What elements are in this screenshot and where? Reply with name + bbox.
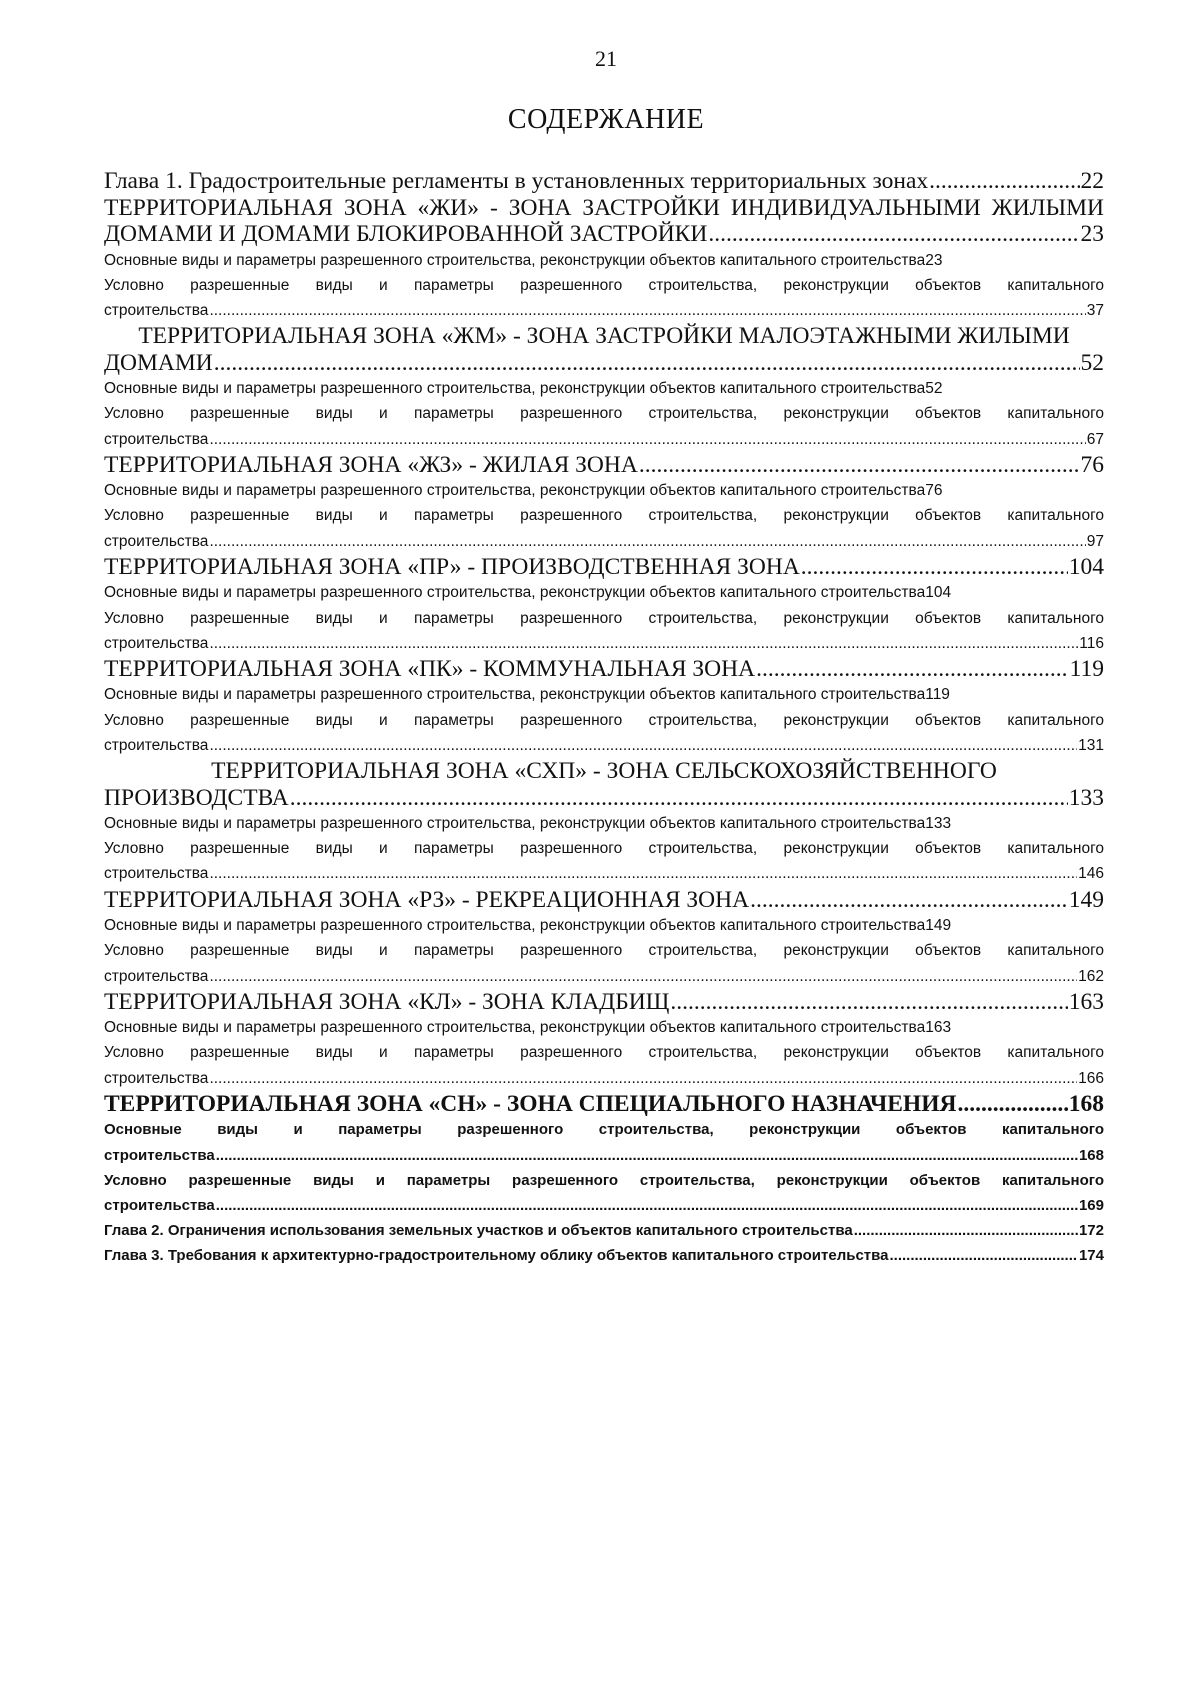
toc-entry-page: 119 [925,686,950,704]
toc-entry[interactable] [104,1091,1104,1118]
dot-leader [209,861,1077,886]
dot-leader [290,785,1068,812]
dot-leader [209,298,1085,323]
toc-entry[interactable] [104,1168,1104,1218]
toc-entry-page: 97 [1086,532,1104,550]
toc-entry-title: Основные виды и параметры разрешенного строительства, реконструкции объектов капитального строительства [104,584,926,602]
toc-entry[interactable] [104,376,1104,401]
toc-entry-page: 172 [1078,1222,1104,1240]
dot-leader [890,1243,1078,1268]
toc-entry[interactable] [104,580,1104,605]
toc-entry[interactable] [104,401,1104,451]
toc-entry-title: Условно разрешенные виды и параметры разрешенного строительства, реконструкции объектов капитального [104,1044,1104,1062]
toc-entry[interactable] [104,1040,1104,1090]
toc-entry-title-cont: ДОМАМИ [104,349,213,376]
toc-entry-title: Основные виды и параметры разрешенного строительства, реконструкции объектов капитального строительства [104,251,926,269]
toc-entry-page: 146 [1078,865,1104,883]
toc-entry[interactable] [104,168,1104,195]
toc-entry-page: 76 [925,482,943,500]
toc-entry-title: ТЕРРИТОРИАЛЬНАЯ ЗОНА «РЗ» - РЕКРЕАЦИОННАЯ ЗОНА [104,886,750,913]
toc-entry-title-cont: ДОМАМИ И ДОМАМИ БЛОКИРОВАННОЙ ЗАСТРОЙКИ [104,221,708,247]
toc-entry-title-cont: ПРОИЗВОДСТВА [104,784,289,811]
toc-entry-page: 149 [1068,886,1104,913]
toc-entry[interactable] [104,1117,1104,1167]
toc-entry-title-cont: строительства [104,634,209,652]
toc-entry-page: 169 [1078,1196,1104,1214]
dot-leader [639,452,1080,479]
toc-entry-title: ТЕРРИТОРИАЛЬНАЯ ЗОНА «СН» - ЗОНА СПЕЦИАЛЬНОГО НАЗНАЧЕНИЯ [104,1090,957,1117]
toc-entry[interactable] [104,708,1104,758]
dot-leader [216,1143,1078,1168]
toc-entry[interactable] [104,554,1104,581]
dot-leader [750,887,1068,914]
toc-entry-title: ТЕРРИТОРИАЛЬНАЯ ЗОНА «ПР» - ПРОИЗВОДСТВЕННАЯ ЗОНА [104,553,800,580]
dot-leader [957,1091,1067,1118]
toc-entry-page: 168 [1078,1146,1104,1164]
toc-entry-title: ТЕРРИТОРИАЛЬНАЯ ЗОНА «ЖИ» - ЗОНА ЗАСТРОЙКИ ИНДИВИДУАЛЬНЫМИ ЖИЛЫМИ [104,194,1104,221]
toc-entry-page: 133 [1068,784,1104,811]
toc-entry[interactable] [104,913,1104,938]
toc-entry[interactable] [104,452,1104,479]
toc-entry-title: Условно разрешенные виды и параметры разрешенного строительства, реконструкции объектов капитального [104,840,1104,858]
toc-entry-title: Условно разрешенные виды и параметры разрешенного строительства, реконструкции объектов капитального [104,276,1104,294]
dot-leader [209,529,1085,554]
toc-entry-page: 131 [1078,736,1104,754]
toc-entry[interactable] [104,606,1104,656]
toc-entry-page: 119 [1069,655,1104,682]
toc-entry-title: Основные виды и параметры разрешенного строительства, реконструкции объектов капитального [104,1121,1104,1139]
toc-entry-title: Основные виды и параметры разрешенного строительства, реконструкции объектов капитального строительства [104,917,926,935]
dot-leader [708,221,1079,248]
toc-entry[interactable] [104,1243,1104,1268]
toc-entry-page: 149 [925,917,952,935]
toc-entry-title: Основные виды и параметры разрешенного строительства, реконструкции объектов капитального строительства [104,1019,926,1037]
toc-entry[interactable] [104,273,1104,323]
dot-leader [209,964,1077,989]
toc-entry-title-cont: строительства [104,1146,215,1164]
toc-entry-title-cont: строительства [104,865,209,883]
toc-entry-title: Условно разрешенные виды и параметры разрешенного строительства, реконструкции объектов капитального [104,942,1104,960]
toc-entry-title: Глава 3. Требования к архитектурно-градостроительному облику объектов капитального строительства [104,1247,889,1265]
toc-entry[interactable] [104,887,1104,914]
toc-entry-page: 76 [1080,451,1104,478]
toc-entry[interactable] [104,478,1104,503]
toc-entry[interactable] [104,989,1104,1016]
toc-entry-title: Основные виды и параметры разрешенного строительства, реконструкции объектов капитального строительства [104,815,926,833]
toc-entry-page: 104 [1068,553,1104,580]
table-of-contents [104,168,1104,1269]
toc-entry-title: Основные виды и параметры разрешенного строительства, реконструкции объектов капитального строительства [104,686,926,704]
toc-entry-title: Основные виды и параметры разрешенного строительства, реконструкции объектов капитального строительства [104,380,926,398]
toc-entry-title: ТЕРРИТОРИАЛЬНАЯ ЗОНА «КЛ» - ЗОНА КЛАДБИЩ [104,988,670,1015]
toc-entry[interactable] [104,656,1104,683]
toc-entry[interactable] [104,1218,1104,1243]
toc-entry-title-cont: строительства [104,532,209,550]
dot-leader [209,733,1077,758]
toc-entry-page: 52 [925,380,943,398]
toc-entry[interactable] [104,323,1104,376]
toc-entry-title-cont: строительства [104,1069,209,1087]
toc-entry-page: 23 [925,251,943,269]
dot-leader [209,1066,1077,1091]
toc-entry[interactable] [104,836,1104,886]
toc-entry[interactable] [104,938,1104,988]
toc-entry[interactable] [104,1015,1104,1040]
dot-leader [801,554,1068,581]
toc-entry-title-cont: строительства [104,430,209,448]
dot-leader [670,989,1067,1016]
toc-entry-title-cont: строительства [104,736,209,754]
toc-entry-page: 174 [1078,1247,1104,1265]
toc-entry-title: Условно разрешенные виды и параметры разрешенного строительства, реконструкции объектов капитального [104,507,1104,525]
toc-entry-title: Условно разрешенные виды и параметры разрешенного строительства, реконструкции объектов капитального [104,609,1104,627]
toc-entry[interactable] [104,503,1104,553]
toc-entry-title: ТЕРРИТОРИАЛЬНАЯ ЗОНА «СХП» - ЗОНА СЕЛЬСКОХОЗЯЙСТВЕННОГО [211,758,997,785]
toc-entry-page: 23 [1080,221,1104,247]
dot-leader [209,427,1085,452]
toc-entry-title: Глава 2. Ограничения использования земельных участков и объектов капитального строительства [104,1222,853,1240]
toc-entry-page: 162 [1078,967,1104,985]
toc-entry-title-cont: строительства [104,967,209,985]
dot-leader [929,168,1079,195]
toc-entry[interactable] [104,195,1104,248]
toc-entry-title-cont: строительства [104,301,209,319]
toc-entry[interactable] [104,248,1104,273]
toc-entry-page: 37 [1086,301,1104,319]
toc-entry[interactable] [104,758,1104,811]
toc-entry-title: ТЕРРИТОРИАЛЬНАЯ ЗОНА «ЖЗ» - ЖИЛАЯ ЗОНА [104,451,638,478]
toc-entry-page: 22 [1080,168,1104,194]
toc-entry-page: 168 [1068,1090,1104,1117]
toc-entry-page: 166 [1078,1069,1104,1087]
toc-entry-title: ТЕРРИТОРИАЛЬНАЯ ЗОНА «ПК» - КОММУНАЛЬНАЯ ЗОНА [104,655,756,682]
dot-leader [214,350,1080,377]
toc-entry-title: Условно разрешенные виды и параметры разрешенного строительства, реконструкции объектов капитального [104,711,1104,729]
toc-entry-page: 163 [1068,988,1104,1015]
toc-entry-title-cont: строительства [104,1196,215,1214]
toc-entry-title: Условно разрешенные виды и параметры разрешенного строительства, реконструкции объектов капитального [104,405,1104,423]
dot-leader [854,1218,1078,1243]
toc-entry-title: Условно разрешенные виды и параметры разрешенного строительства, реконструкции объектов капитального [104,1171,1104,1189]
toc-entry-page: 133 [925,815,952,833]
toc-entry[interactable] [104,682,1104,707]
toc-entry-page: 116 [1079,634,1104,652]
toc-entry-page: 104 [925,584,952,602]
toc-entry-title: ТЕРРИТОРИАЛЬНАЯ ЗОНА «ЖМ» - ЗОНА ЗАСТРОЙКИ МАЛОЭТАЖНЫМИ ЖИЛЫМИ [138,323,1070,350]
dot-leader [756,656,1069,683]
toc-entry-page: 163 [925,1019,952,1037]
toc-entry-title: Глава 1. Градостроительные регламенты в установленных территориальных зонах [104,168,929,194]
toc-entry[interactable] [104,811,1104,836]
toc-heading: СОДЕРЖАНИЕ [507,104,705,135]
toc-entry-title: Основные виды и параметры разрешенного строительства, реконструкции объектов капитального строительства [104,482,926,500]
page-number: 21 [595,46,617,71]
toc-entry-page: 67 [1086,430,1104,448]
toc-entry-page: 52 [1080,349,1104,376]
dot-leader [209,631,1078,656]
dot-leader [216,1193,1078,1218]
